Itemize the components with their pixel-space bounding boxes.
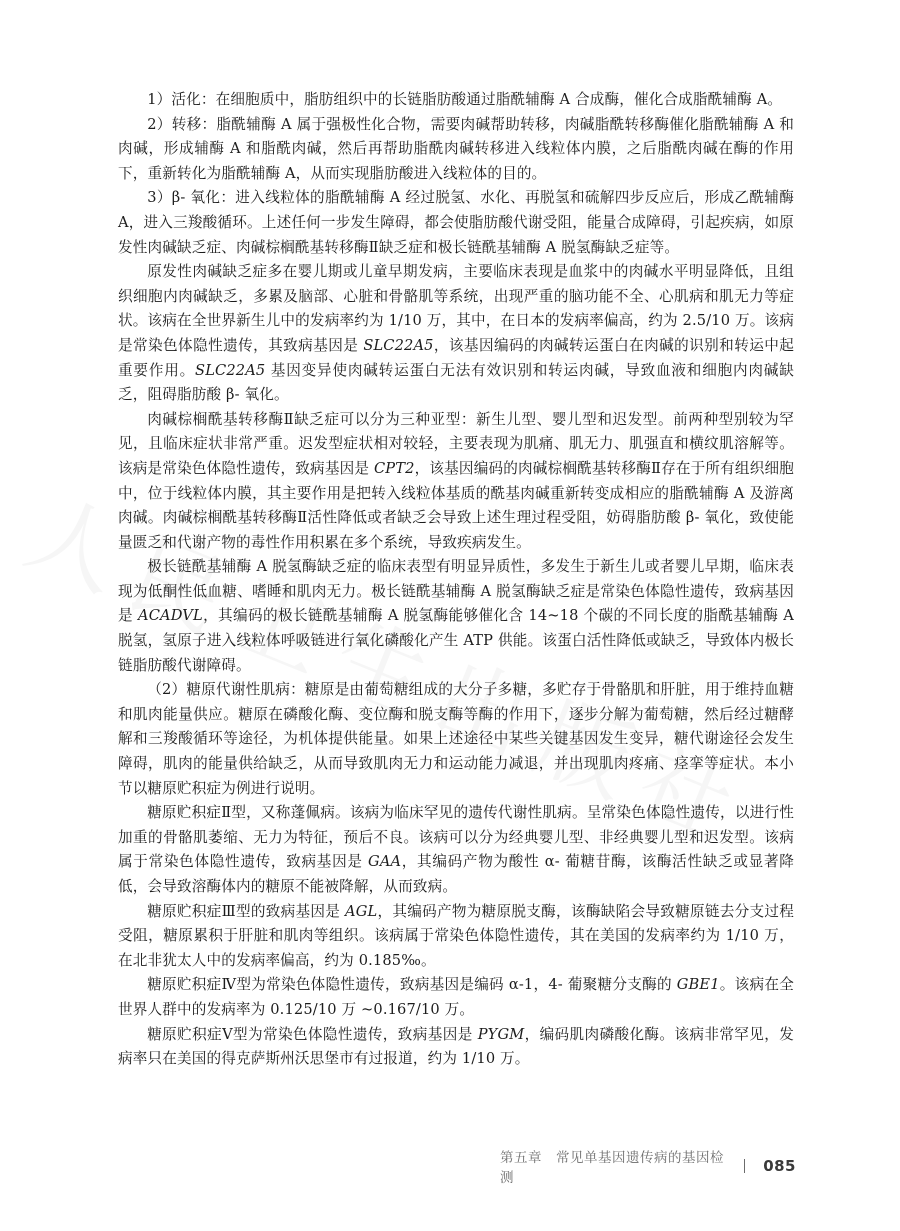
- paragraph: [118, 555, 794, 678]
- paragraph: [118, 260, 794, 408]
- text-run: 极长链酰基辅酶 A 脱氢酶缺乏症的临床表型有明显异质性，多发生于新生儿或者婴儿早期，临床表现为低酮性低血糖、嗜睡和肌肉无力。极长链酰基辅酶 A 脱氢酶缺乏症是常染色体隐性遗传，致病基因是: [118, 558, 794, 625]
- paragraph: [118, 113, 794, 187]
- footer-divider: [744, 1159, 745, 1173]
- paragraph: [118, 88, 794, 113]
- text-run: 糖原贮积症Ⅲ型的致病基因是: [147, 902, 346, 920]
- text-run: ，其编码产物为酸性 α- 葡糖苷酶，该酶活性缺乏或显著降低，会导致溶酶体内的糖原不能被降解，从而致病。: [118, 853, 794, 895]
- paragraph: [118, 678, 794, 801]
- paragraph: [118, 801, 794, 899]
- text-run: ，其编码的极长链酰基辅酶 A 脱氢酶能够催化含 14~18 个碳的不同长度的脂酰基辅酶 A 脱氢，氢原子进入线粒体呼吸链进行氧化磷酸化产生 ATP 供能。该蛋白活性降低或缺乏，导致体内极长链脂肪酸代谢障碍。: [118, 607, 794, 674]
- gene-name: PYGM: [477, 1025, 525, 1043]
- text-run: （2）糖原代谢性肌病：糖原是由葡萄糖组成的大分子多糖，多贮存于骨骼肌和肝脏，用于维持血糖和肌肉能量供应。糖原在磷酸化酶、变位酶和脱支酶等酶的作用下，逐步分解为葡萄糖，然后经过糖酵解和三羧酸循环等途径，为机体提供能量。如果上述途径中某些关键基因发生变异，糖代谢途径会发生障碍，肌肉的能量供给缺乏，从而导致肌肉无力和运动能力减退，并出现肌肉疼痛、痉挛等症状。本小节以糖原贮积症为例进行说明。: [118, 681, 794, 797]
- gene-name: ACADVL: [138, 607, 203, 625]
- paragraph: [118, 408, 794, 556]
- page-body: [118, 88, 794, 1072]
- gene-name: CPT2: [373, 459, 415, 477]
- gene-name: SLC22A5: [363, 336, 434, 354]
- paragraph: [118, 973, 794, 1022]
- page-number: 085: [763, 1157, 796, 1175]
- text-run: 糖原贮积症Ⅳ型为常染色体隐性遗传，致病基因是编码 α-1，4- 葡聚糖分支酶的: [147, 976, 677, 994]
- page-footer: [500, 1146, 796, 1186]
- text-run: 肉碱棕榈酰基转移酶Ⅱ缺乏症可以分为三种亚型：新生儿型、婴儿型和迟发型。前两种型别较为罕见，且临床症状非常严重。迟发型症状相对较轻，主要表现为肌痛、肌无力、肌强直和横纹肌溶解等。该病是常染色体隐性遗传，致病基因是: [118, 410, 794, 477]
- text-run: 3）β- 氧化：进入线粒体的脂酰辅酶 A 经过脱氢、水化、再脱氢和硫解四步反应后，形成乙酰辅酶 A，进入三羧酸循环。上述任何一步发生障碍，都会使脂肪酸代谢受阻，能量合成障碍，引起疾病，如原发性肉碱缺乏症、肉碱棕榈酰基转移酶Ⅱ缺乏症和极长链酰基辅酶 A 脱氢酶缺乏症等。: [118, 189, 794, 256]
- text-run: 原发性肉碱缺乏症多在婴儿期或儿童早期发病，主要临床表现是血浆中的肉碱水平明显降低，且组织细胞内肉碱缺乏，多累及脑部、心脏和骨骼肌等系统，出现严重的脑功能不全、心肌病和肌无力等症状。该病在全世界新生儿中的发病率约为 1/10 万，其中，在日本的发病率偏高，约为 2.5/10 万。该病是常染色体隐性遗传，其致病基因是: [118, 263, 794, 354]
- text-run: ，该基因编码的肉碱棕榈酰基转移酶Ⅱ存在于所有组织细胞中，位于线粒体内膜，其主要作用是把转入线粒体基质的酰基肉碱重新转变成相应的脂酰辅酶 A 及游离肉碱。肉碱棕榈酰基转移酶Ⅱ活性降低或者缺乏会导致上述生理过程受阻，妨碍脂肪酸 β- 氧化，致使能量匮乏和代谢产物的毒性作用积累在多个系统，导致疾病发生。: [118, 459, 795, 551]
- chapter-title: 第五章 常见单基因遗传病的基因检测: [500, 1150, 724, 1186]
- gene-name: GAA: [368, 853, 402, 871]
- paragraph: [118, 1023, 794, 1072]
- text-run: 1）活化：在细胞质中，脂肪组织中的长链脂肪酸通过脂酰辅酶 A 合成酶，催化合成脂酰辅酶 A。: [147, 91, 783, 108]
- text-run: 糖原贮积症Ⅱ型，又称蓬佩病。该病为临床罕见的遗传代谢性肌病。呈常染色体隐性遗传，以进行性加重的骨骼肌萎缩、无力为特征，预后不良。该病可以分为经典婴儿型、非经典婴儿型和迟发型。该病属于常染色体隐性遗传，致病基因是: [118, 804, 794, 871]
- gene-name: GBE1: [676, 976, 720, 994]
- gene-name: AGL: [345, 902, 378, 920]
- text-run: ，其编码产物为糖原脱支酶，该酶缺陷会导致糖原链去分支过程受阻，糖原累积于肝脏和肌肉等组织。该病属于常染色体隐性遗传，其在美国的发病率约为 1/10 万，在北非犹太人中的发病率偏高，约为 0.185‰。: [118, 902, 794, 969]
- text-run: ，该基因编码的肉碱转运蛋白在肉碱的识别和转运中起重要作用。: [118, 336, 794, 379]
- text-run: ，编码肌肉磷酸化酶。该病非常罕见，发病率只在美国的得克萨斯州沃思堡市有过报道，约为 1/10 万。: [118, 1025, 794, 1068]
- text-run: 基因变异使肉碱转运蛋白无法有效识别和转运肉碱，导致血液和细胞内肉碱缺乏，阻碍脂肪酸 β- 氧化。: [118, 361, 794, 404]
- text-run: 。该病在全世界人群中的发病率为 0.125/10 万 ~0.167/10 万。: [118, 976, 794, 1018]
- paragraph: [118, 186, 794, 260]
- gene-name: SLC22A5: [195, 361, 266, 379]
- paragraph: [118, 900, 794, 974]
- text-run: 2）转移：脂酰辅酶 A 属于强极性化合物，需要肉碱帮助转移，肉碱脂酰转移酶催化脂酰辅酶 A 和肉碱，形成辅酶 A 和脂酰肉碱，然后再帮助脂酰肉碱转移进入线粒体内膜，之后脂酰肉碱在酶的作用下，重新转化为脂酰辅酶 A，从而实现脂肪酸进入线粒体的目的。: [118, 115, 794, 182]
- text-run: 糖原贮积症Ⅴ型为常染色体隐性遗传，致病基因是: [147, 1025, 478, 1043]
